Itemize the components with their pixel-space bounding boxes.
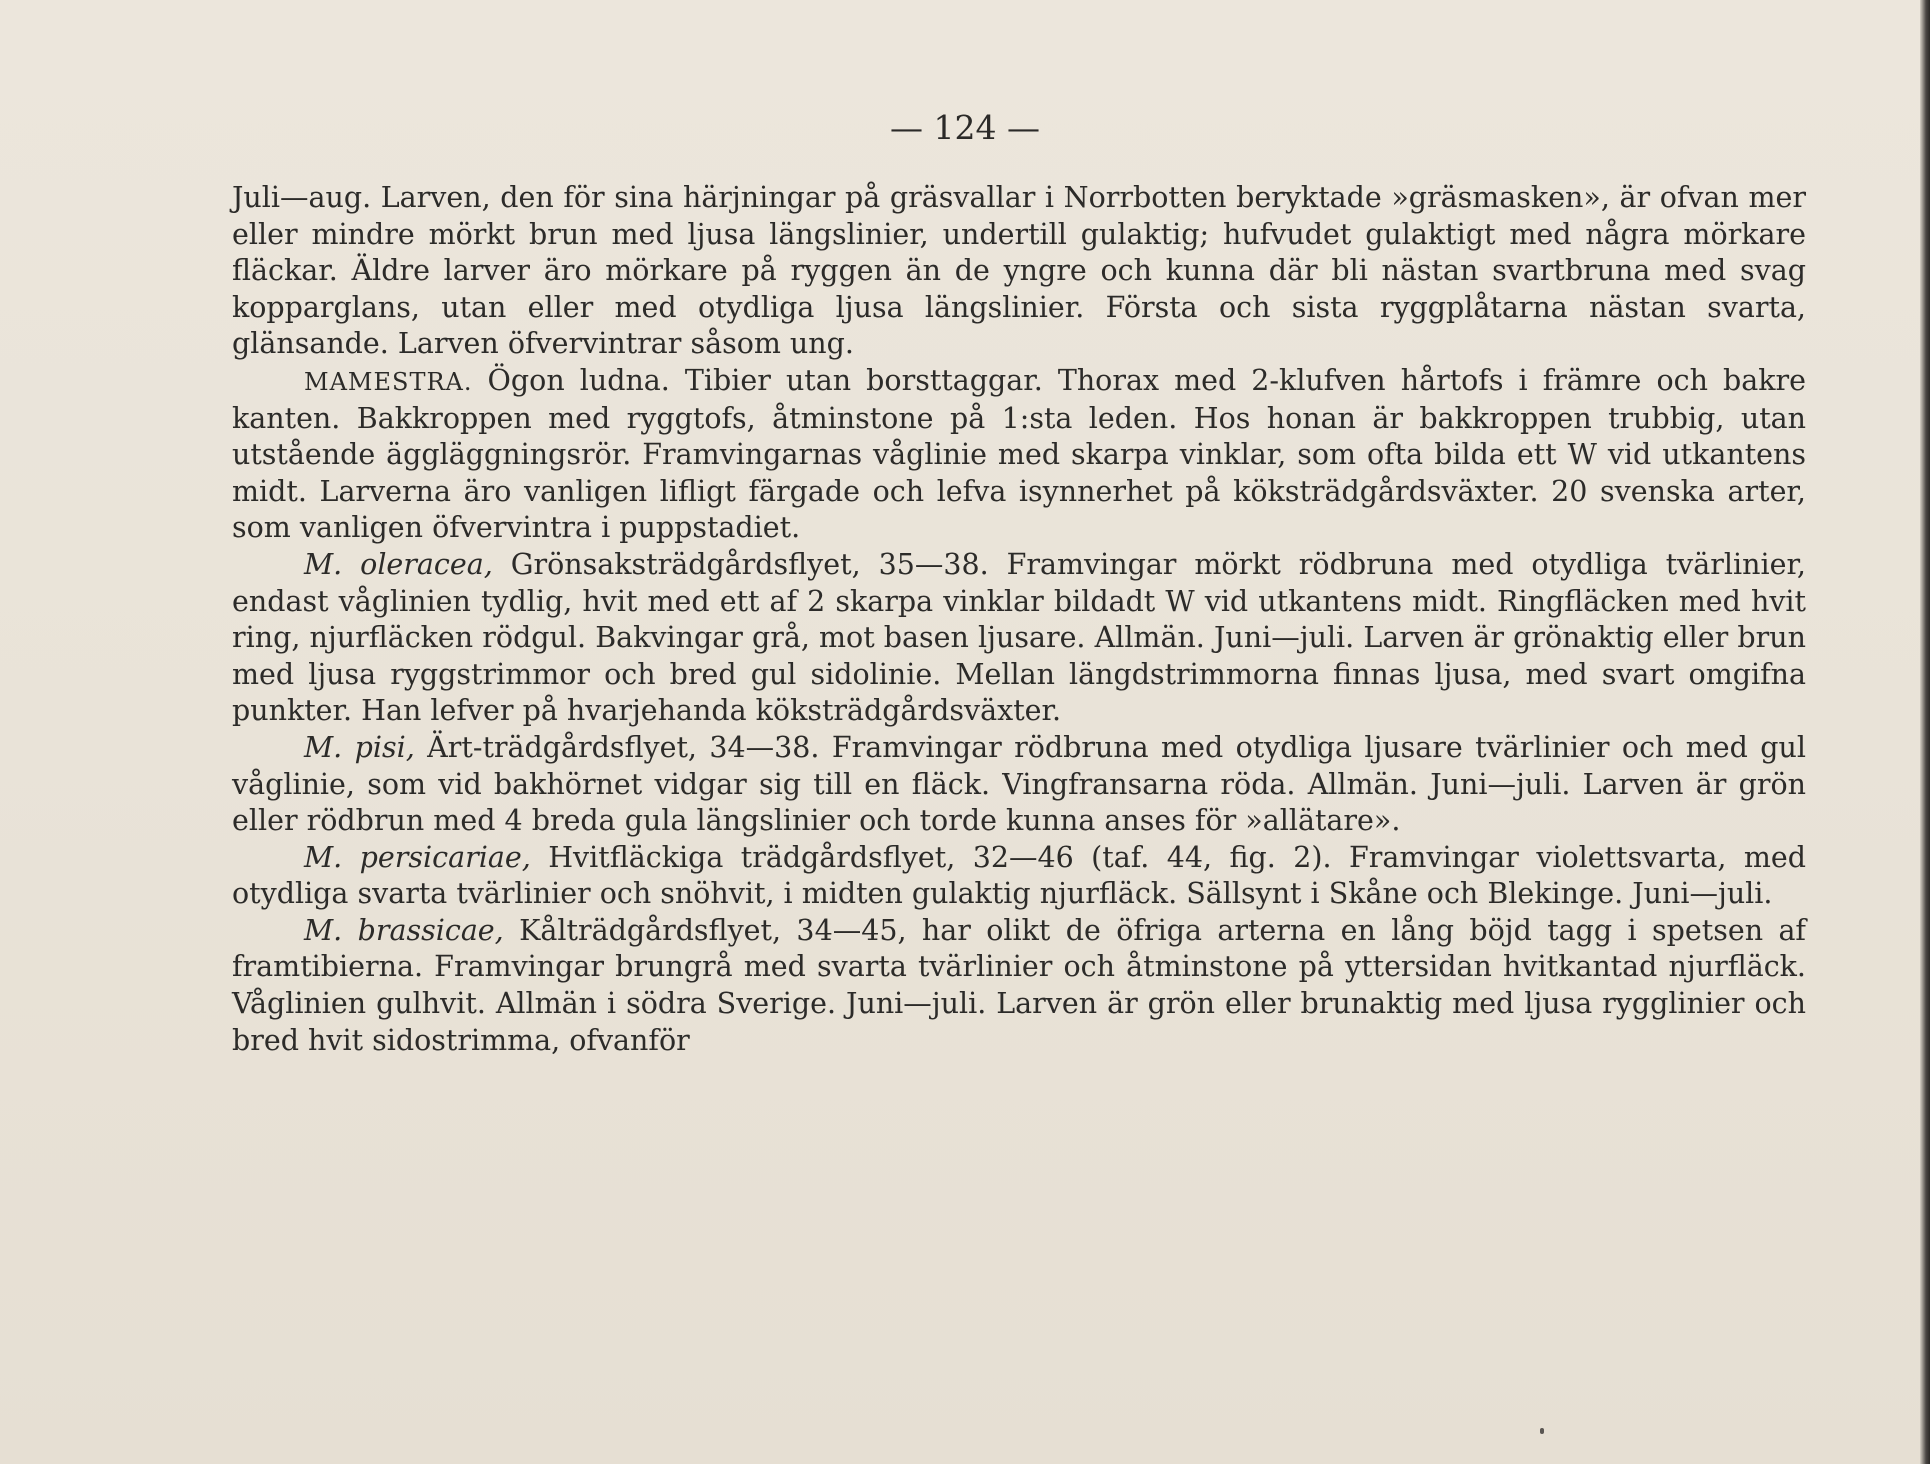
genus-heading: MAMESTRA.	[304, 367, 473, 396]
paragraph-species-brassicae	[232, 913, 1806, 1059]
paragraph-species-oleracea	[232, 547, 1806, 730]
paragraph-text: Juli—aug. Larven, den för sina härjningar på gräsvallar i Norrbotten beryktade »gräsmasken», är ofvan mer eller mindre mörkt brun med ljusa längslinier, undertill gulaktig; hufvudet gulaktigt med några mörkare fläckar. Äldre larver äro mörkare på ryggen än de yngre och kunna där bli nästan svartbruna med svag kopparglans, utan eller med otydliga ljusa längslinier. Första och sista ryggplåtarna nästan svarta, glänsande. Larven öfvervintrar såsom ung.	[232, 181, 1806, 361]
page-number: — 124 —	[890, 108, 1040, 147]
species-heading: M. pisi,	[304, 730, 415, 764]
paragraph-larva-description	[232, 180, 1806, 363]
body-text	[232, 180, 1806, 1059]
paragraph-text: Kålträdgårdsflyet, 34—45, har olikt de öfriga arterna en lång böjd tagg i spetsen af framtibierna. Framvingar brungrå med svarta tvärlinier och åtminstone på yttersidan hvitkantad njurfläck. Våglinien gulhvit. Allmän i södra Sverige. Juni—juli. Larven är grön eller brunaktig med ljusa rygglinier och bred hvit sidostrimma, ofvanför	[232, 913, 1806, 1057]
print-speck	[1540, 1428, 1544, 1434]
paragraph-species-persicariae	[232, 840, 1806, 913]
page-edge-shadow	[1920, 0, 1930, 1464]
paragraph-text: Hvitfläckiga trädgårdsflyet, 32—46 (taf. 44, fig. 2). Framvingar violettsvarta, med otydliga svarta tvärlinier och snöhvit, i midten gulaktig njurfläck. Sällsynt i Skåne och Blekinge. Juni—juli.	[232, 840, 1806, 911]
paragraph-genus-mamestra	[232, 363, 1806, 547]
species-heading: M. brassicae,	[304, 913, 504, 947]
paragraph-text: Ögon ludna. Tibier utan borsttaggar. Thorax med 2-klufven hårtofs i främre och bakre kanten. Bakkroppen med ryggtofs, åtminstone på 1:sta leden. Hos honan är bakkroppen trubbig, utan utstående äggläggningsrör. Framvingarnas våglinie med skarpa vinklar, som ofta bilda ett W vid utkantens midt. Larverna äro vanligen lifligt färgade och lefva isynnerhet på köksträdgårdsväxter. 20 svenska arter, som vanligen öfvervintra i puppstadiet.	[232, 363, 1806, 545]
species-heading: M. persicariae,	[304, 840, 531, 874]
species-heading: M. oleracea,	[304, 547, 493, 581]
paragraph-species-pisi	[232, 730, 1806, 840]
paragraph-text: Grönsaksträdgårdsflyet, 35—38. Framvingar mörkt rödbruna med otydliga tvärlinier, endast våglinien tydlig, hvit med ett af 2 skarpa vinklar bildadt W vid utkantens midt. Ringfläcken med hvit ring, njurfläcken rödgul. Bakvingar grå, mot basen ljusare. Allmän. Juni—juli. Larven är grönaktig eller brun med ljusa ryggstrimmor och bred gul sidolinie. Mellan längdstrimmorna finnas ljusa, med svart omgifna punkter. Han lefver på hvarjehanda köksträdgårdsväxter.	[232, 547, 1806, 728]
paragraph-text: Ärt-trädgårdsflyet, 34—38. Framvingar rödbruna med otydliga ljusare tvärlinier och med gul våglinie, som vid bakhörnet vidgar sig till en fläck. Vingfransarna röda. Allmän. Juni—juli. Larven är grön eller rödbrun med 4 breda gula längslinier och torde kunna anses för »allätare».	[232, 730, 1807, 838]
